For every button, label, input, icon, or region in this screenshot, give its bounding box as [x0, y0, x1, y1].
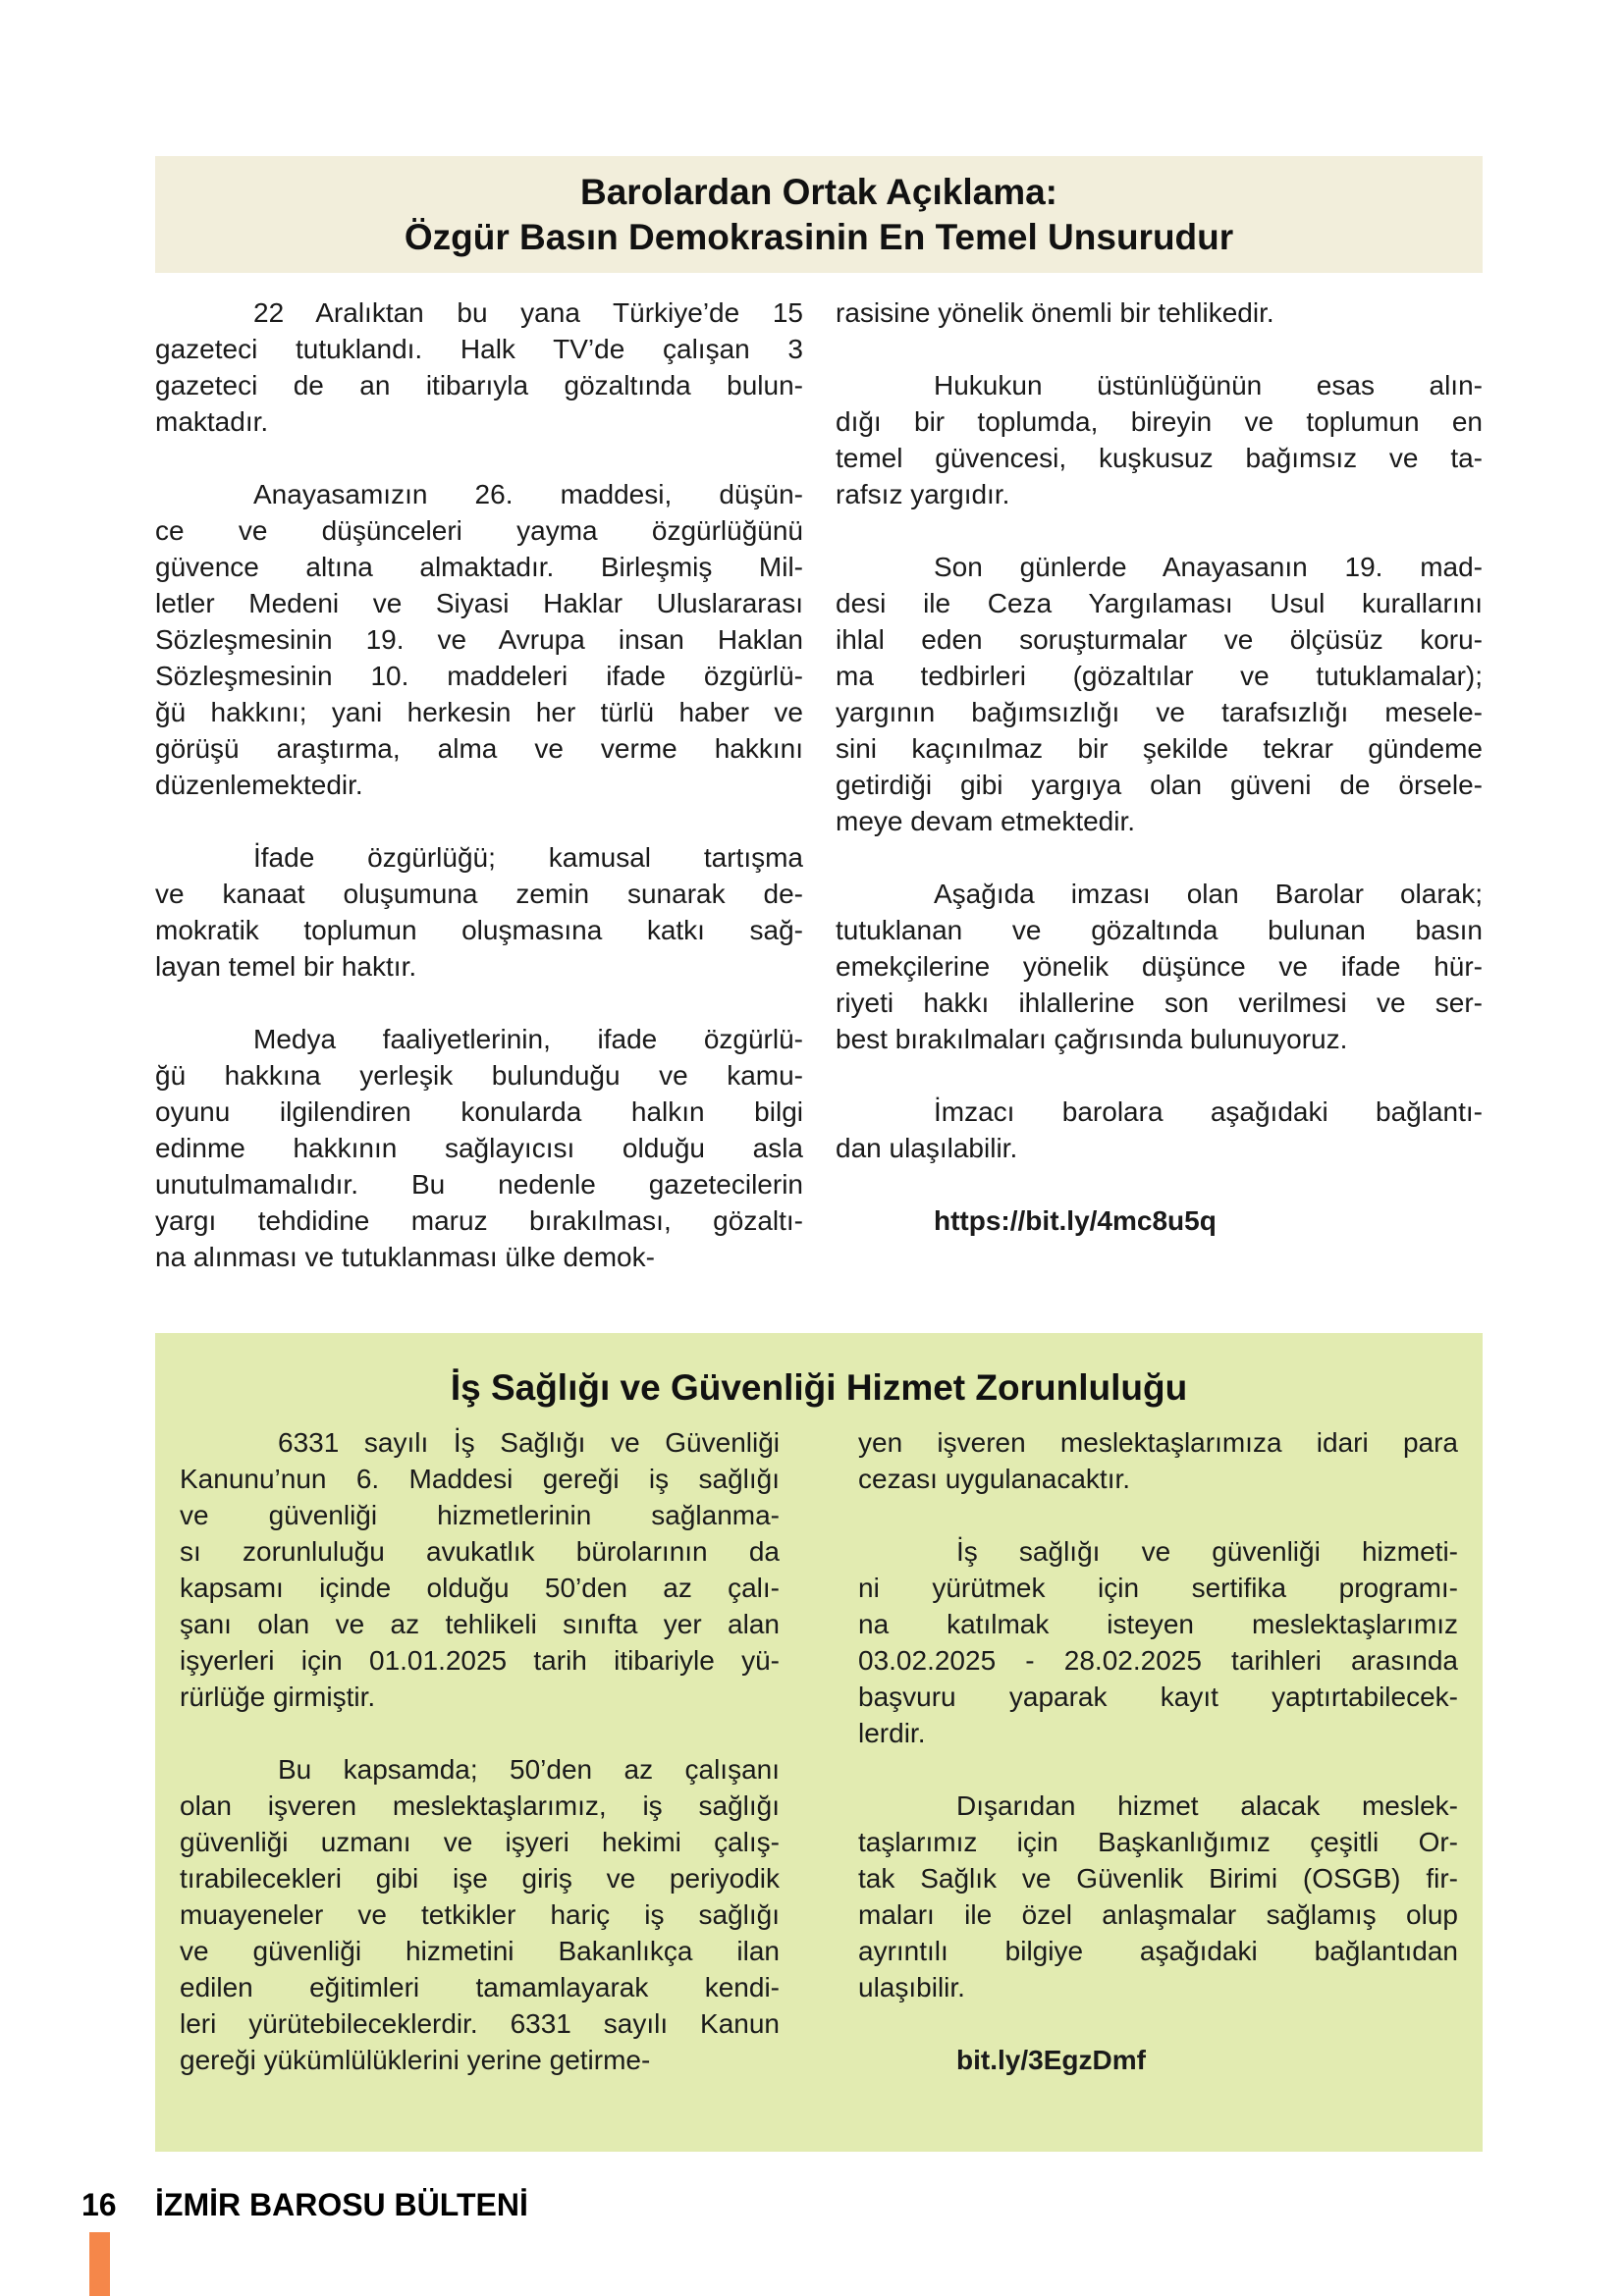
text-line: meye devam etmektedir. [836, 806, 1136, 836]
text-line: Dışarıdan hizmet alacak meslek- [956, 1790, 1458, 1821]
text-line: edinme hakkının sağlayıcısı olduğu asla [155, 1133, 803, 1163]
paragraph [180, 1424, 780, 1715]
text-line: ve güvenliği hizmetini Bakanlıkça ilan [180, 1936, 780, 1966]
text-line: güvence altına almaktadır. Birleşmiş Mil- [155, 552, 803, 582]
publication-name: İZMİR BAROSU BÜLTENİ [155, 2187, 528, 2222]
text-line: görüşü araştırma, alma ve verme hakkını [155, 733, 803, 764]
text-line: İfade özgürlüğü; kamusal tartışma [253, 842, 803, 873]
text-line: 6331 sayılı İş Sağlığı ve Güvenliği [278, 1427, 780, 1458]
text-line: best bırakılmaları çağrısında bulunuyoruz. [836, 1024, 1348, 1054]
text-line: ulaşıbilir. [858, 1972, 965, 2002]
text-line: ve kanaat oluşumuna zemin sunarak de- [155, 879, 803, 909]
text-line: dan ulaşılabilir. [836, 1133, 1018, 1163]
text-line: yen işveren meslektaşlarımıza idari para [858, 1427, 1458, 1458]
text-line: getirdiği gibi yargıya olan güveni de örsele- [836, 770, 1483, 800]
text-line: ğü hakkını; yani herkesin her türlü haber ve [155, 697, 803, 727]
text-line: sı zorunluluğu avukatlık bürolarının da [180, 1536, 780, 1567]
paragraph [836, 549, 1483, 839]
text-line: 03.02.2025 - 28.02.2025 tarihleri arasında [858, 1645, 1458, 1676]
text-line: layan temel bir haktır. [155, 951, 417, 982]
paragraph [155, 476, 803, 803]
text-line: tırabilecekleri gibi işe giriş ve periyodik [180, 1863, 780, 1894]
text-line: ğü hakkına yerleşik bulunduğu ve kamu- [155, 1060, 803, 1091]
text-line: tutuklanan ve gözaltında bulunan basın [836, 915, 1483, 945]
paragraph [155, 1021, 803, 1275]
text-line: Kanunu’nun 6. Maddesi gereği iş sağlığı [180, 1464, 780, 1494]
text-line: olan işveren meslektaşlarımız, iş sağlığı [180, 1790, 780, 1821]
text-line: Medya faaliyetlerinin, ifade özgürlü- [253, 1024, 803, 1054]
text-line: muayeneler ve tetkikler hariç iş sağlığı [180, 1899, 780, 1930]
text-line: işyerleri için 01.01.2025 tarih itibariyle yü- [180, 1645, 780, 1676]
paragraph [836, 1094, 1483, 1166]
text-line: leri yürütebileceklerdir. 6331 sayılı Kanun [180, 2008, 780, 2039]
paragraph [836, 367, 1483, 512]
text-line: Anayasamızın 26. maddesi, düşün- [253, 479, 803, 509]
article-header [155, 156, 1483, 273]
text-line: güvenliği uzmanı ve işyeri hekimi çalış- [180, 1827, 780, 1857]
text-line: rafsız yargıdır. [836, 479, 1010, 509]
paragraph [155, 839, 803, 985]
text-line: temel güvencesi, kuşkusuz bağımsız ve ta- [836, 443, 1483, 473]
text-line: na alınması ve tutuklanması ülke demok- [155, 1242, 655, 1272]
page-number: 16 [81, 2187, 117, 2222]
text-line: rürlüğe girmiştir. [180, 1682, 376, 1712]
osgb-link[interactable]: bit.ly/3EgzDmf [956, 2045, 1146, 2075]
text-line: gazeteci de an itibarıyla gözaltında bulun- [155, 370, 803, 400]
text-line: Son günlerde Anayasanın 19. mad- [934, 552, 1483, 582]
paragraph-continuation: rasisine yönelik önemli bir tehlikedir. [836, 297, 1274, 328]
text-line: mokratik toplumun oluşmasına katkı sağ- [155, 915, 803, 945]
paragraph [836, 876, 1483, 1057]
signatories-link[interactable]: https://bit.ly/4mc8u5q [934, 1205, 1217, 1236]
text-line: taşlarımız için Başkanlığımız çeşitli Or- [858, 1827, 1458, 1857]
text-line: İş sağlığı ve güvenliği hizmeti- [956, 1536, 1458, 1567]
text-line: ma tedbirleri (gözaltılar ve tutuklamalar); [836, 661, 1483, 691]
text-line: oyunu ilgilendiren konularda halkın bilgi [155, 1096, 803, 1127]
text-line: Sözleşmesinin 10. maddeleri ifade özgürlü- [155, 661, 803, 691]
text-line: maları ile özel anlaşmalar sağlamış olup [858, 1899, 1458, 1930]
text-line: yargının bağımsızlığı ve tarafsızlığı mesele- [836, 697, 1483, 727]
text-line: gazeteci tutuklandı. Halk TV’de çalışan 3 [155, 334, 803, 364]
article2-right-column [858, 1424, 1458, 2078]
text-line: Hukukun üstünlüğünün esas alın- [934, 370, 1483, 400]
text-line: başvuru yaparak kayıt yaptırtabilecek- [858, 1682, 1458, 1712]
text-line: sini kaçınılmaz bir şekilde tekrar gündeme [836, 733, 1483, 764]
text-line: yargı tehdidine maruz bırakılması, gözaltı- [155, 1205, 803, 1236]
article2-title: İş Sağlığı ve Güvenliği Hizmet Zorunluluğu [450, 1367, 1188, 1408]
text-line: tak Sağlık ve Güvenlik Birimi (OSGB) fir- [858, 1863, 1458, 1894]
paragraph [180, 1751, 780, 2078]
article-title-line-2: Özgür Basın Demokrasinin En Temel Unsurudur [404, 217, 1234, 257]
accent-bar [89, 2232, 110, 2296]
article2-left-column [180, 1424, 780, 2078]
text-line: Sözleşmesinin 19. ve Avrupa insan Haklan [155, 624, 803, 655]
text-line: emekçilerine yönelik düşünce ve ifade hür- [836, 951, 1483, 982]
paragraph [155, 294, 803, 440]
text-line: kapsamı içinde olduğu 50’den az çalı- [180, 1573, 780, 1603]
text-line: maktadır. [155, 406, 269, 437]
article-title-line-1: Barolardan Ortak Açıklama: [580, 172, 1057, 212]
paragraph [858, 1533, 1458, 1751]
text-line: cezası uygulanacaktır. [858, 1464, 1131, 1494]
text-line: ce ve düşünceleri yayma özgürlüğünü [155, 515, 803, 546]
text-line: İmzacı barolara aşağıdaki bağlantı- [934, 1096, 1483, 1127]
text-line: gereği yükümlülüklerini yerine getirme- [180, 2045, 651, 2075]
article1-left-column [155, 294, 803, 1275]
text-line: ihlal eden soruşturmalar ve ölçüsüz koru- [836, 624, 1483, 655]
paragraph [858, 1788, 1458, 2005]
text-line: na katılmak isteyen meslektaşlarımız [858, 1609, 1458, 1639]
text-line: şanı olan ve az tehlikeli sınıfta yer alan [180, 1609, 780, 1639]
text-line: düzenlemektedir. [155, 770, 363, 800]
text-line: Bu kapsamda; 50’den az çalışanı [278, 1754, 780, 1785]
text-line: unutulmamalıdır. Bu nedenle gazetecilerin [155, 1169, 803, 1200]
article1-right-column [836, 294, 1483, 1239]
text-line: ve güvenliği hizmetlerinin sağlanma- [180, 1500, 780, 1530]
text-line: ayrıntılı bilgiye aşağıdaki bağlantıdan [858, 1936, 1458, 1966]
text-line: letler Medeni ve Siyasi Haklar Uluslararası [155, 588, 803, 618]
text-line: ni yürütmek için sertifika programı- [858, 1573, 1458, 1603]
text-line: Aşağıda imzası olan Barolar olarak; [934, 879, 1483, 909]
text-line: lerdir. [858, 1718, 926, 1748]
text-line: riyeti hakkı ihlallerine son verilmesi ve ser- [836, 988, 1483, 1018]
text-line: dığı bir toplumda, bireyin ve toplumun en [836, 406, 1483, 437]
text-line: 22 Aralıktan bu yana Türkiye’de 15 [253, 297, 803, 328]
text-line: edilen eğitimleri tamamlayarak kendi- [180, 1972, 780, 2002]
text-line: desi ile Ceza Yargılaması Usul kurallarını [836, 588, 1483, 618]
